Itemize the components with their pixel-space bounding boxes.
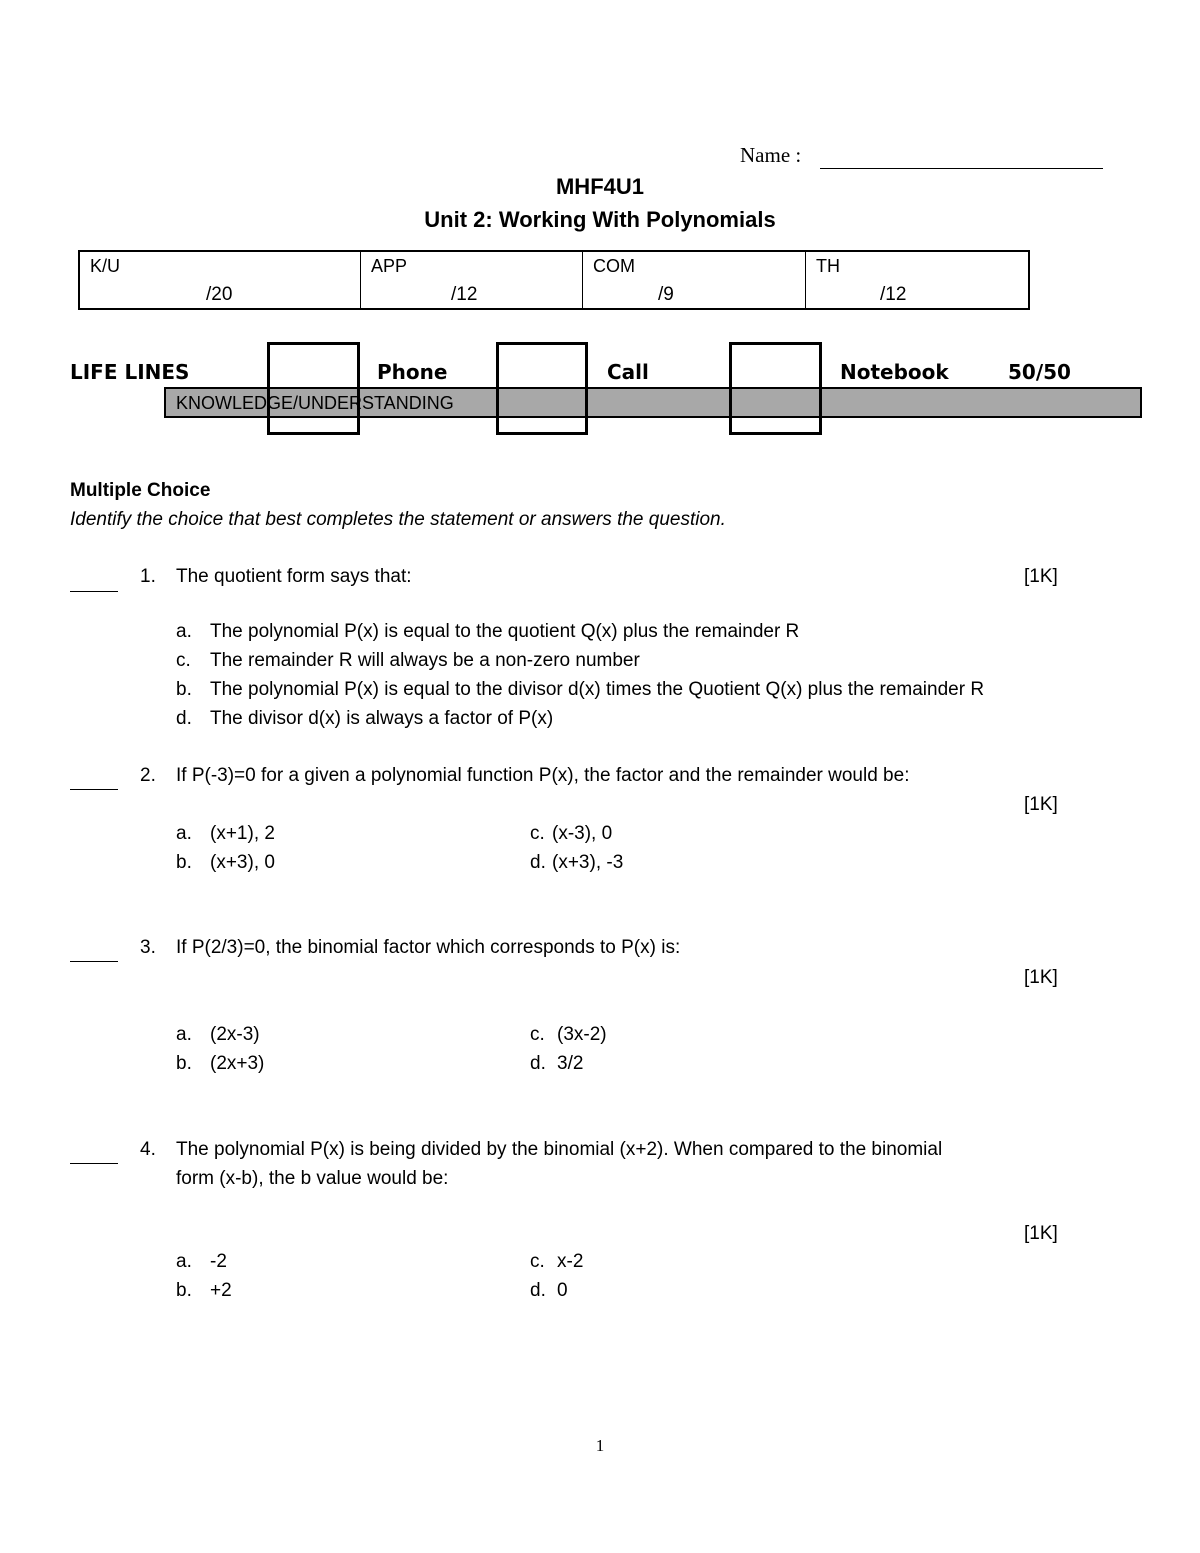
answer-blank[interactable]: [70, 789, 118, 790]
score-cell-th: [806, 252, 1028, 308]
option-letter: c.: [530, 1024, 545, 1045]
option-text: (x+1), 2: [210, 823, 275, 844]
option-text: +2: [210, 1280, 232, 1301]
option-text: (x+3), -3: [552, 852, 624, 873]
score-cell-app: [361, 252, 583, 308]
question-number: 2.: [140, 765, 156, 786]
option-letter: b.: [176, 679, 192, 700]
lifeline-checkbox-call[interactable]: [729, 342, 822, 435]
option-letter: c.: [530, 823, 545, 844]
option-text: x-2: [557, 1251, 584, 1272]
question-text-continued: form (x-b), the b value would be:: [176, 1168, 449, 1189]
question-marks: [1K]: [1024, 794, 1058, 815]
option-text: The polynomial P(x) is equal to the quotient Q(x) plus the remainder R: [210, 621, 800, 642]
score-value: /12: [451, 284, 478, 305]
lifeline-checkbox-1[interactable]: [267, 342, 360, 435]
lifeline-checkbox-phone[interactable]: [496, 342, 588, 435]
score-label: COM: [593, 256, 635, 276]
score-label: K/U: [90, 256, 121, 276]
question-number: 3.: [140, 937, 156, 958]
lifeline-notebook-label: Notebook: [840, 360, 949, 384]
option-text: 0: [557, 1280, 568, 1301]
lifeline-phone-label: Phone: [377, 360, 448, 384]
lifeline-score: 50/50: [1008, 360, 1071, 384]
section-heading: Multiple Choice: [70, 480, 211, 501]
option-letter: a.: [176, 1024, 192, 1045]
section-instructions: Identify the choice that best completes the statement or answers the question.: [70, 509, 726, 530]
option-letter: a.: [176, 1251, 192, 1272]
answer-blank[interactable]: [70, 1163, 118, 1164]
option-text: (x-3), 0: [552, 823, 613, 844]
name-label: Name :: [740, 143, 802, 167]
option-letter: a.: [176, 823, 192, 844]
option-letter: d.: [530, 852, 546, 873]
score-value: /12: [880, 284, 907, 305]
option-letter: d.: [530, 1053, 546, 1074]
option-letter: d.: [530, 1280, 546, 1301]
score-table: [78, 250, 1030, 310]
score-label: TH: [816, 256, 840, 276]
question-marks: [1K]: [1024, 1223, 1058, 1244]
option-letter: d.: [176, 708, 192, 729]
score-cell-ku: [80, 252, 361, 308]
lifeline-call-label: Call: [607, 360, 649, 384]
score-cell-com: [583, 252, 806, 308]
question-marks: [1K]: [1024, 566, 1058, 587]
option-letter: b.: [176, 1053, 192, 1074]
question-text: If P(2/3)=0, the binomial factor which corresponds to P(x) is:: [176, 937, 681, 958]
question-number: 4.: [140, 1139, 156, 1160]
option-text: (2x+3): [210, 1053, 265, 1074]
question-marks: [1K]: [1024, 967, 1058, 988]
option-text: The remainder R will always be a non-zero number: [210, 650, 640, 671]
answer-blank[interactable]: [70, 591, 118, 592]
option-text: -2: [210, 1251, 227, 1272]
score-value: /20: [206, 284, 233, 305]
score-label: APP: [371, 256, 408, 276]
option-text: The polynomial P(x) is equal to the divisor d(x) times the Quotient Q(x) plus the remainder R: [210, 679, 985, 700]
option-text: (3x-2): [557, 1024, 607, 1045]
lifelines-title: LIFE LINES: [70, 360, 190, 384]
page-number: 1: [595, 1436, 605, 1455]
question-text: The polynomial P(x) is being divided by the binomial (x+2). When compared to the binomial: [176, 1139, 943, 1160]
question-text: The quotient form says that:: [176, 566, 412, 587]
section-bar-label: KNOWLEDGE/UNDERSTANDING: [176, 393, 454, 413]
option-text: 3/2: [557, 1053, 584, 1074]
option-text: (x+3), 0: [210, 852, 275, 873]
name-field[interactable]: [820, 168, 1103, 169]
option-text: (2x-3): [210, 1024, 260, 1045]
option-letter: b.: [176, 852, 192, 873]
option-text: The divisor d(x) is always a factor of P(x): [210, 708, 554, 729]
score-value: /9: [658, 284, 674, 305]
option-letter: b.: [176, 1280, 192, 1301]
question-number: 1.: [140, 566, 156, 587]
course-code: MHF4U1: [555, 174, 644, 199]
answer-blank[interactable]: [70, 961, 118, 962]
question-text: If P(-3)=0 for a given a polynomial function P(x), the factor and the remainder would be:: [176, 765, 910, 786]
option-letter: c.: [530, 1251, 545, 1272]
option-letter: a.: [176, 621, 192, 642]
unit-title: Unit 2: Working With Polynomials: [424, 207, 776, 232]
option-letter: c.: [176, 650, 191, 671]
